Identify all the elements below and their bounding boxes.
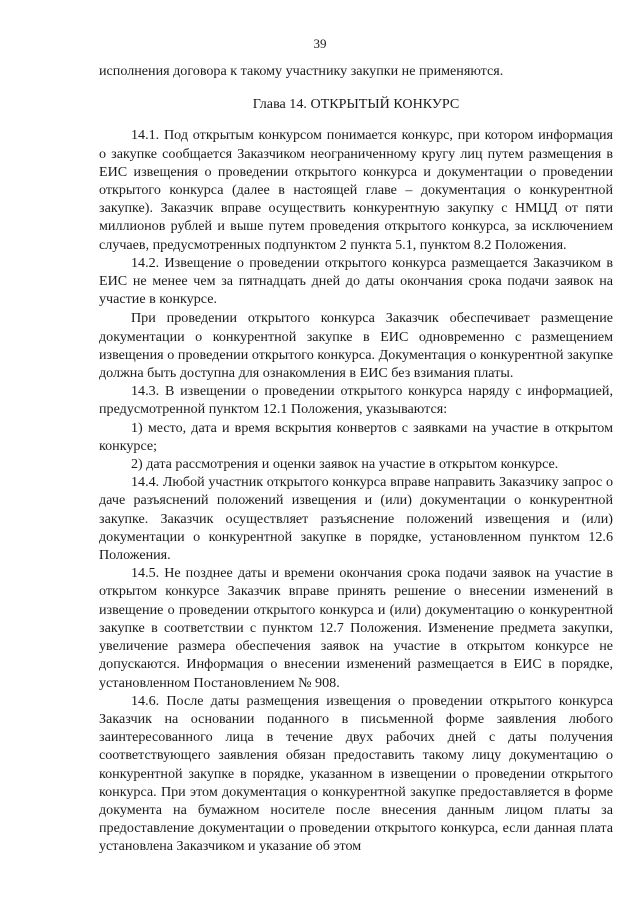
paragraph-14-5: 14.5. Не позднее даты и времени окончания срока подачи заявок на участие в открытом конкурсе Заказчик вправе принять решение о внесении изменений в извещение о проведении открытого конкурса и (или) документацию о конкурентной закупке в соответствии с пунктом 12.7 Положения. Изменение предмета закупки, увеличение размера обеспечения заявок на участие в открытом конкурсе не допускаются. Информация о внесении изменений размещается в ЕИС в порядке, установленном Постановлением № 908. — [99, 565, 613, 691]
continuation-text: исполнения договора к такому участнику закупки не применяются. — [99, 63, 504, 79]
chapter-title: Глава 14. ОТКРЫТЫЙ КОНКУРС — [252, 96, 460, 113]
paragraph-14-2-cont: При проведении открытого конкурса Заказчик обеспечивает размещение документации о конкурентной закупке в ЕИС одновременно с размещением извещения о проведении открытого конкурса. Документация о конкурентной закупке должна быть доступна для ознакомления в ЕИС без взимания платы. — [99, 310, 613, 382]
paragraph-14-3: 14.3. В извещении о проведении открытого конкурса наряду с информацией, предусмотренной пунктом 12.1 Положения, указываются: — [99, 383, 613, 418]
paragraph-14-6: 14.6. После даты размещения извещения о проведении открытого конкурса Заказчик на основании поданного в письменной форме заявления любого заинтересованного лица в течение двух рабочих дней с даты получения соответствующего заявления обязан предоставить такому лицу документацию о конкурентной закупке в порядке, указанном в извещении о проведении открытого конкурса. При этом документация о конкурентной закупке предоставляется в форме документа на бумажном носителе после внесения данным лицом платы за предоставление документации о проведении открытого конкурса, если данная плата установлена Заказчиком и указание об этом — [99, 692, 613, 855]
list-item-2: 2) дата рассмотрения и оценки заявок на участие в открытом конкурсе. — [131, 456, 559, 473]
page-number: 39 — [313, 36, 327, 51]
document-body — [99, 62, 613, 856]
list-item-1: 1) место, дата и время вскрытия конвертов с заявками на участие в открытом конкурсе; — [99, 419, 613, 454]
paragraph-14-4: 14.4. Любой участник открытого конкурса вправе направить Заказчику запрос о даче разъяснений положений извещения и (или) документации о конкурентной закупке. Заказчик осуществляет разъяснение положений извещения и (или) документации о конкурентной закупке в порядке, установленном пунктом 12.6 Положения. — [99, 474, 613, 564]
paragraph-14-2: 14.2. Извещение о проведении открытого конкурса размещается Заказчиком в ЕИС не менее чем за пятнадцать дней до даты окончания срока подачи заявок на участие в конкурсе. — [99, 254, 613, 308]
paragraph-14-1: 14.1. Под открытым конкурсом понимается конкурс, при котором информация о закупке сообщается Заказчиком неограниченному кругу лиц путем размещения в ЕИС извещения о проведении открытого конкурса и документации о проведении открытого конкурса (далее в настоящей главе – документация о конкурентной закупке). Заказчик вправе осуществить конкурентную закупку с НМЦД от пяти миллионов рублей и выше путем проведения открытого конкурса, за исключением случаев, предусмотренных подпунктом 2 пункта 5.1, пунктом 8.2 Положения. — [99, 127, 613, 253]
